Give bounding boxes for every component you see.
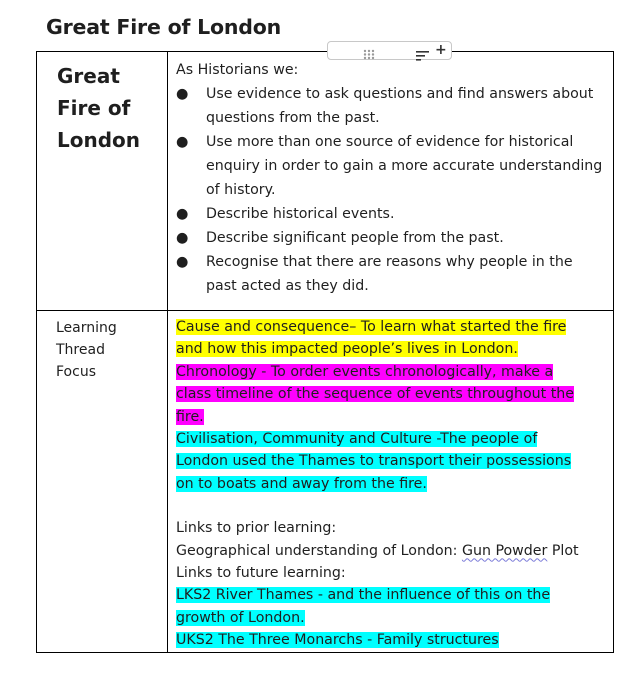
cause-paragraph: Cause and consequence– To learn what started the fire and how this impacted people’s lives in London. [176, 319, 567, 358]
topic-heading-line: Great [57, 64, 120, 88]
chronology-paragraph: Chronology - To order events chronologically, make a class timeline of the sequence of events throughout the fire. [176, 363, 575, 425]
civilisation-paragraph: Civilisation, Community and Culture -The people of London used the Thames to transport their possessions on to boats and away from the fire. [176, 431, 572, 492]
aims-intro: As Historians we: [176, 62, 299, 78]
list-item: ● Use more than one source of evidence for historical enquiry in order to gain a more accurate understanding of history. [176, 130, 603, 202]
aims-cell[interactable] [168, 52, 614, 311]
page-title: Great Fire of London [46, 15, 282, 39]
drag-handle-icon[interactable] [363, 45, 377, 64]
sort-icon[interactable] [416, 46, 429, 65]
table-floating-toolbar[interactable] [327, 41, 452, 60]
list-item: ● Describe historical events. [176, 202, 603, 226]
plus-icon[interactable]: + [435, 42, 447, 58]
bullet-icon: ● [176, 230, 189, 246]
list-item: ● Use evidence to ask questions and find answers about questions from the past. [176, 82, 603, 130]
lks2-paragraph: LKS2 River Thames - and the influence of this on the growth of London. [176, 587, 551, 626]
topic-heading-line: London [57, 128, 141, 152]
focus-label-cell[interactable] [37, 311, 168, 653]
spellcheck-underline[interactable]: Gun Powder [461, 542, 548, 559]
list-item: ● Recognise that there are reasons why people in the past acted as they did. [176, 250, 603, 298]
aims-list [176, 82, 603, 298]
list-item: ● Describe significant people from the past. [176, 226, 603, 250]
focus-cell[interactable] [168, 311, 614, 653]
focus-label: Learning Thread Focus [56, 320, 117, 380]
future-learning-label: Links to future learning: [176, 565, 346, 582]
prior-learning-label: Links to prior learning: [176, 520, 337, 537]
bullet-icon: ● [176, 206, 189, 222]
table-row [37, 52, 614, 311]
table-row [37, 311, 614, 653]
topic-heading-cell[interactable] [37, 52, 168, 311]
topic-heading-line: Fire of [57, 96, 131, 120]
bullet-icon: ● [176, 134, 189, 150]
bullet-icon: ● [176, 86, 189, 102]
topic-heading [57, 60, 167, 156]
topic-table [36, 51, 614, 653]
uks2-paragraph: UKS2 The Three Monarchs - Family structures [176, 632, 499, 649]
bullet-icon: ● [176, 254, 189, 270]
prior-learning-text: Geographical understanding of London: Gun Powder Plot [176, 542, 579, 559]
